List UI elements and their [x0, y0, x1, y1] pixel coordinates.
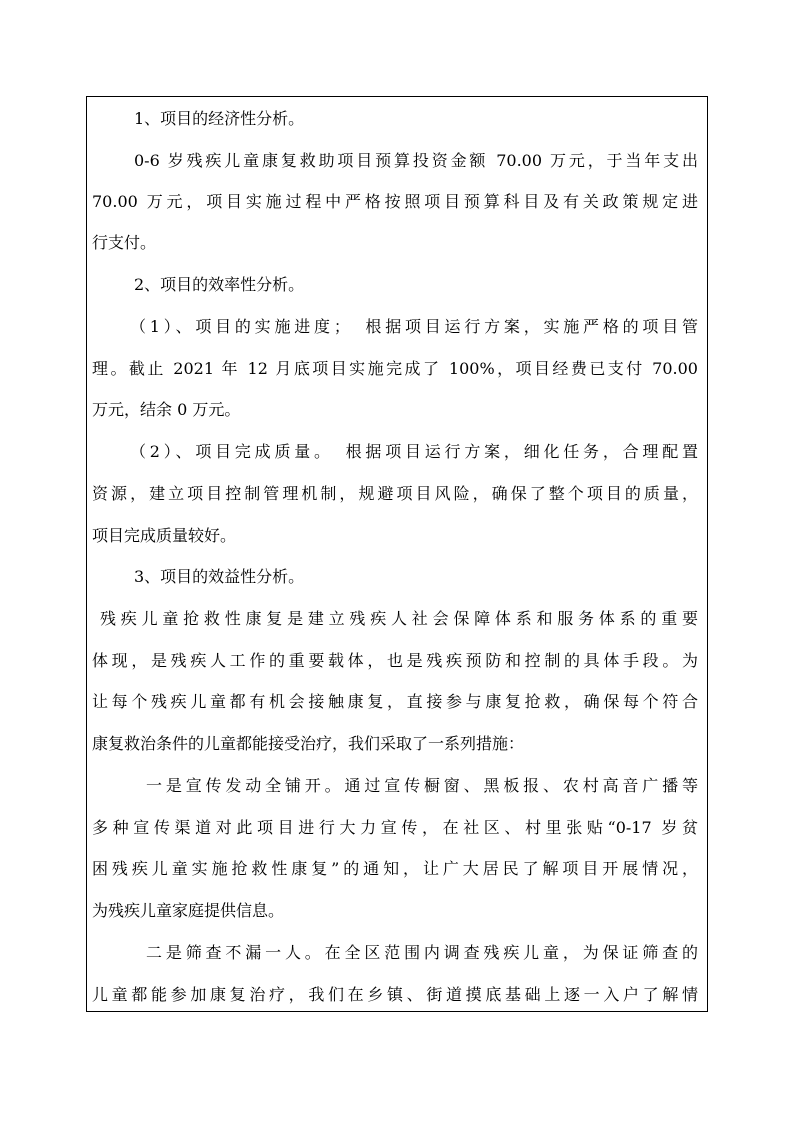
- text-line: 一是宣传发动全铺开。通过宣传橱窗、黑板报、农村高音广播等: [146, 776, 698, 795]
- text-line: 二是筛查不漏一人。在全区范围内调查残疾儿童，为保证筛查的: [146, 943, 698, 962]
- text-line: 3、项目的效益性分析。: [134, 567, 305, 586]
- text-line: 体现，是残疾人工作的重要载体，也是残疾预防和控制的具体手段。为: [92, 651, 698, 670]
- text-line: （2）、项目完成质量。 根据项目运行方案，细化任务，合理配置: [130, 442, 698, 461]
- text-line: 1、项目的经济性分析。: [134, 109, 305, 128]
- text-line: 理。截止 2021 年 12 月底项目实施完成了 100%，项目经费已支付 70.00: [92, 359, 698, 378]
- text-line: 资源，建立项目控制管理机制，规避项目风险，确保了整个项目的质量，: [92, 484, 698, 503]
- text-line: 2、项目的效率性分析。: [134, 275, 305, 294]
- text-line: 0-6 岁残疾儿童康复救助项目预算投资金额 70.00 万元，于当年支出: [134, 151, 698, 170]
- text-line: （1）、项目的实施进度； 根据项目运行方案，实施严格的项目管: [130, 317, 698, 336]
- text-line: 残疾儿童抢救性康复是建立残疾人社会保障体系和服务体系的重要: [100, 609, 698, 628]
- text-line: 儿童都能参加康复治疗，我们在乡镇、街道摸底基础上逐一入户了解情: [92, 985, 698, 1004]
- text-line: 行支付。: [92, 233, 157, 252]
- text-line: 万元，结余 0 万元。: [92, 400, 241, 419]
- text-line: 困残疾儿童实施抢救性康复”的通知，让广大居民了解项目开展情况，: [92, 859, 698, 878]
- text-line: 让每个残疾儿童都有机会接触康复，直接参与康复抢救，确保每个符合: [92, 692, 698, 711]
- text-line: 项目完成质量较好。: [92, 526, 237, 545]
- text-line: 多种宣传渠道对此项目进行大力宣传，在社区、村里张贴“0-17 岁贫: [92, 818, 698, 837]
- text-line: 康复救治条件的儿童都能接受治疗，我们采取了一系列措施：: [92, 734, 525, 753]
- text-line: 70.00 万元，项目实施过程中严格按照项目预算科目及有关政策规定进: [92, 192, 698, 211]
- text-line: 为残疾儿童家庭提供信息。: [92, 901, 285, 920]
